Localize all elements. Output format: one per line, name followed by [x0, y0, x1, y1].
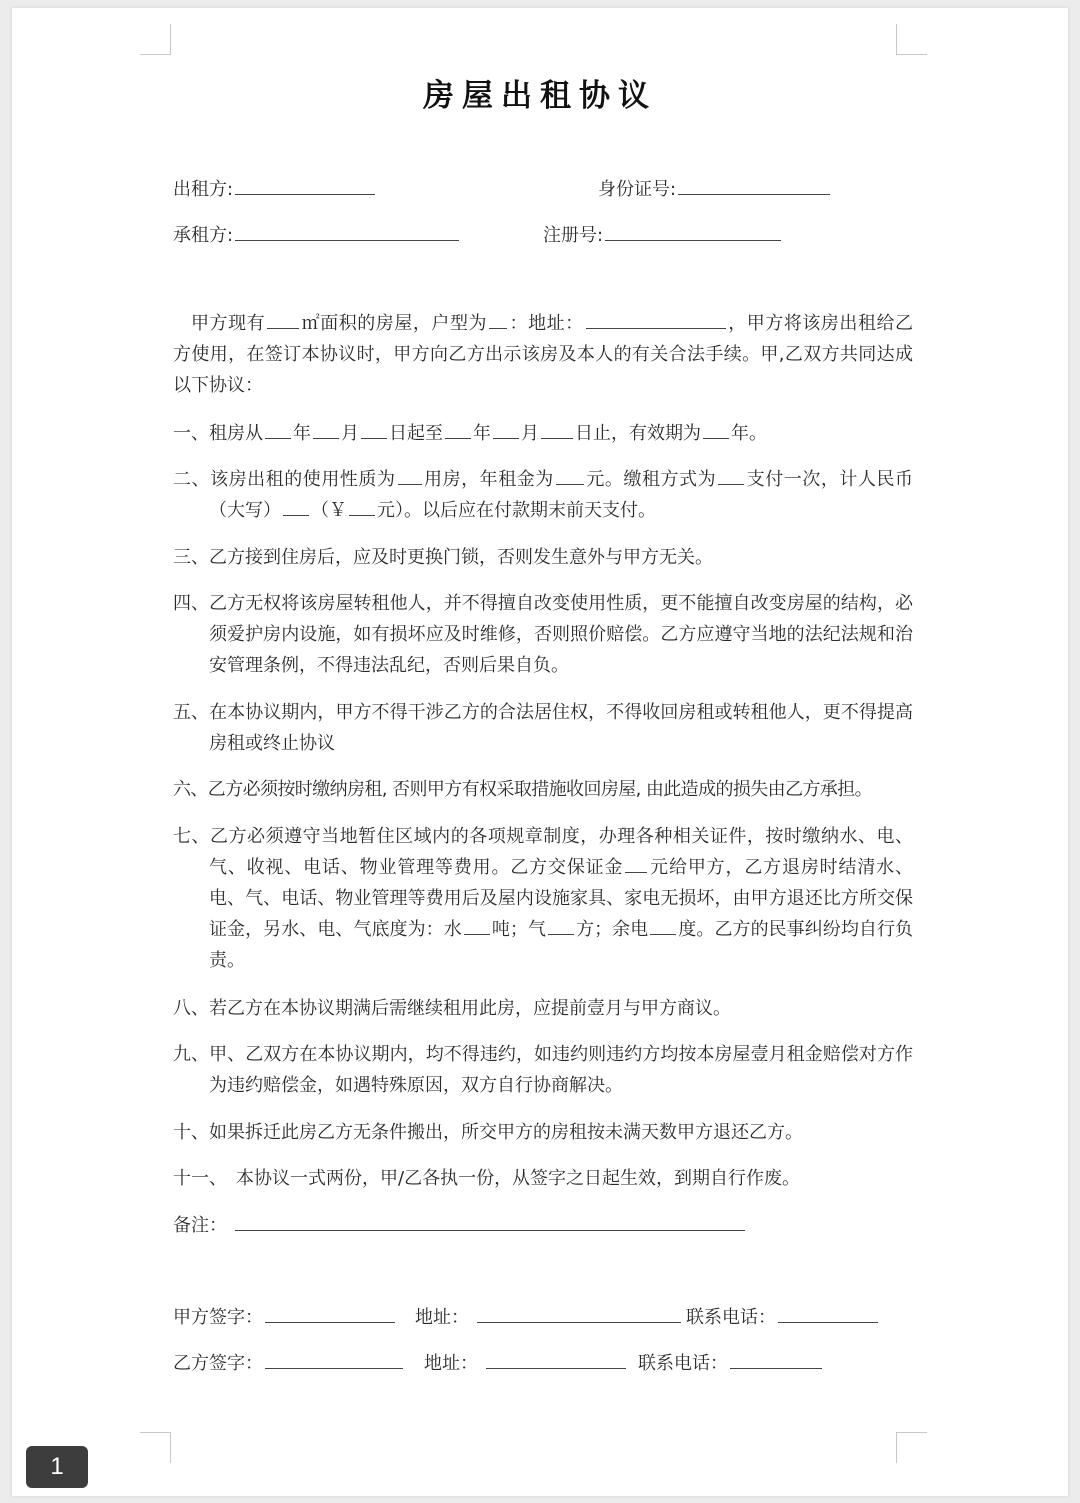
party-b-address-field: [424, 1350, 628, 1376]
start-year-blank[interactable]: [265, 420, 291, 439]
party-a-sign-blank[interactable]: [265, 1304, 395, 1323]
lessor-label: 出租方:: [173, 179, 234, 200]
remarks-field: [173, 1212, 747, 1238]
clause-1: [173, 418, 913, 449]
clause-text: 年。: [731, 423, 767, 444]
party-a-phone-blank[interactable]: [778, 1304, 878, 1323]
clause-text: 用房，年租金为: [423, 469, 554, 490]
registration-blank[interactable]: [605, 222, 781, 241]
party-a-phone-field: [686, 1304, 880, 1330]
clause-9: 九、甲、乙双方在本协议期内，均不得违约，如违约则违约方均按本房屋壹月租金赔偿对方作为违约赔偿金，如遇特殊原因，双方自行协商解决。: [173, 1044, 913, 1096]
lessee-field: [173, 222, 461, 248]
id-number-blank[interactable]: [678, 176, 830, 195]
party-a-sign-label: 甲方签字：: [173, 1307, 263, 1328]
clause-10: 十、如果拆迁此房乙方无条件搬出，所交甲方的房租按未满天数甲方退还乙方。: [173, 1122, 803, 1143]
area-blank[interactable]: [267, 310, 299, 329]
clause-text: 元给甲方，乙方退房时结清水、电、气、电话、物业管理等费用后及屋内设施家具、家电无损坏，由甲方退还比方所交保证金，另水、电、气底度为：水: [209, 857, 914, 940]
party-a-address-label: 地址：: [415, 1307, 469, 1328]
layout-blank[interactable]: [489, 310, 507, 329]
party-a-address-field: [415, 1304, 683, 1330]
party-b-phone-field: [638, 1350, 824, 1376]
clause-text: 元。缴租方式为: [585, 469, 717, 490]
margin-corner-mark: [140, 1432, 171, 1463]
intro-text: ，甲方将该房出租给乙方使用，在签订本协议时，甲方向乙方出示该房及本人的有关合法手续。甲,乙双方共同达成以下协议：: [173, 313, 914, 396]
id-number-field: [598, 176, 832, 202]
deposit-blank[interactable]: [625, 854, 647, 873]
end-month-blank[interactable]: [493, 420, 519, 439]
intro-paragraph: [173, 308, 913, 401]
document-title: 房屋出租协议: [423, 78, 657, 114]
registration-field: [543, 222, 783, 248]
intro-text: ：地址：: [509, 313, 584, 334]
clause-text: 月: [341, 423, 359, 444]
clause-text: 月: [521, 423, 539, 444]
gas-reading-blank[interactable]: [548, 916, 574, 935]
clause-6: 六、乙方必须按时缴纳房租, 否则甲方有权采取措施收回房屋, 由此造成的损失由乙方承担。: [173, 779, 873, 800]
party-b-phone-blank[interactable]: [730, 1350, 822, 1369]
lessor-blank[interactable]: [235, 176, 375, 195]
end-year-blank[interactable]: [445, 420, 471, 439]
id-number-label: 身份证号:: [598, 179, 677, 200]
party-b-address-label: 地址：: [424, 1353, 478, 1374]
annual-rent-blank[interactable]: [556, 466, 584, 485]
party-b-sign-blank[interactable]: [265, 1350, 403, 1369]
clause-text: 日起至: [389, 423, 443, 444]
amount-words-blank[interactable]: [283, 497, 309, 516]
party-b-sign-label: 乙方签字：: [173, 1353, 263, 1374]
address-blank[interactable]: [586, 310, 726, 329]
term-years-blank[interactable]: [703, 420, 729, 439]
party-b-address-blank[interactable]: [486, 1350, 626, 1369]
usage-blank[interactable]: [398, 466, 422, 485]
clause-2: [173, 464, 913, 526]
margin-corner-mark: [896, 24, 927, 55]
water-reading-blank[interactable]: [464, 916, 490, 935]
clause-text: 元）。以后应在付款期末前天支付。: [377, 500, 656, 521]
clause-text: （￥: [311, 500, 347, 521]
clause-text: 支付一次，计人民币（大写）: [209, 469, 914, 521]
lessor-field: [173, 176, 377, 202]
clause-7: [173, 821, 913, 976]
clause-3: 三、乙方接到住房后，应及时更换门锁，否则发生意外与甲方无关。: [173, 547, 713, 568]
party-b-phone-label: 联系电话：: [638, 1353, 728, 1374]
electric-reading-blank[interactable]: [650, 916, 676, 935]
party-a-phone-label: 联系电话：: [686, 1307, 776, 1328]
intro-text: ㎡面积的房屋，户型为: [301, 313, 488, 334]
margin-corner-mark: [896, 1432, 927, 1463]
lessee-blank[interactable]: [235, 222, 459, 241]
clause-text: 二、该房出租的使用性质为: [173, 469, 396, 490]
clause-11: 十一、 本协议一式两份，甲/乙各执一份，从签字之日起生效，到期自行作废。: [173, 1168, 801, 1189]
page-number-badge[interactable]: 1: [26, 1446, 88, 1488]
clause-text: 七、乙方必须遵守当地暂住区域内的各项规章制度，办理各种相关证件，按时缴纳水、电、气、收视、电话、物业管理等费用。乙方交保证金: [173, 826, 913, 878]
payment-method-blank[interactable]: [718, 466, 744, 485]
start-day-blank[interactable]: [361, 420, 387, 439]
clause-text: 吨；气: [491, 919, 547, 940]
clause-4: 四、乙方无权将该房屋转租他人，并不得擅自改变使用性质，更不能擅自改变房屋的结构，必须爱护房内设施，如有损坏应及时维修，否则照价赔偿。乙方应遵守当地的法纪法规和治安管理条例，不得违法乱纪，否则后果自负。: [173, 593, 913, 676]
clause-text: 方；余电: [576, 919, 649, 940]
clause-text: 日止，有效期为: [575, 423, 701, 444]
end-day-blank[interactable]: [541, 420, 573, 439]
clause-8: 八、若乙方在本协议期满后需继续租用此房，应提前壹月与甲方商议。: [173, 998, 731, 1019]
remarks-label: 备注：: [173, 1215, 227, 1236]
margin-corner-mark: [140, 24, 171, 55]
remarks-blank[interactable]: [235, 1212, 745, 1231]
clause-text: 年: [473, 423, 491, 444]
registration-label: 注册号:: [543, 225, 604, 246]
clause-text: 年: [293, 423, 311, 444]
intro-text: 甲方现有: [191, 313, 266, 334]
start-month-blank[interactable]: [313, 420, 339, 439]
party-a-signature-field: [173, 1304, 397, 1330]
clause-5: 五、在本协议期内，甲方不得干涉乙方的合法居住权，不得收回房租或转租他人，更不得提高房租或终止协议: [173, 702, 913, 754]
clause-text: 一、租房从: [173, 423, 263, 444]
amount-number-blank[interactable]: [349, 497, 375, 516]
party-b-signature-field: [173, 1350, 405, 1376]
lessee-label: 承租方:: [173, 225, 234, 246]
clause-text: 度。乙方的民事纠纷均自行负责。: [209, 919, 914, 971]
party-a-address-blank[interactable]: [477, 1304, 681, 1323]
